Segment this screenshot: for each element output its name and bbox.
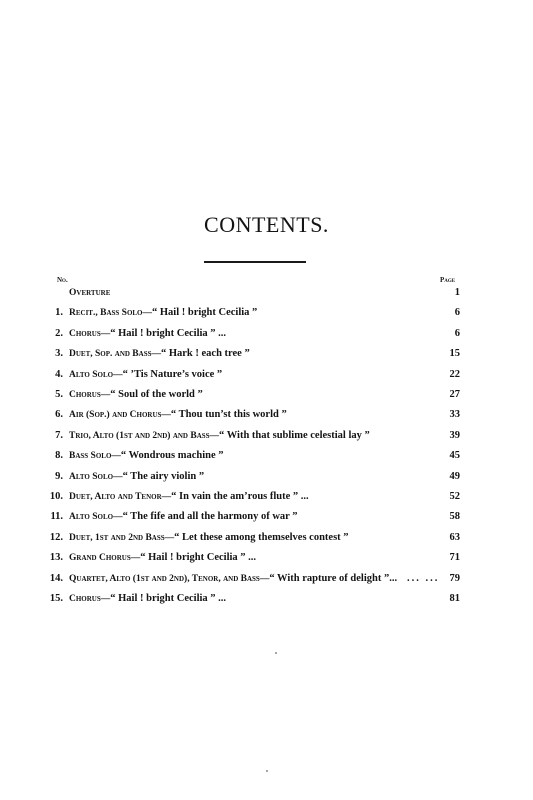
contents-entry — [0, 550, 533, 566]
contents-entry — [0, 591, 533, 607]
column-header-page: Page — [440, 276, 456, 284]
entry-number: 12. — [49, 531, 63, 543]
entry-title — [69, 428, 370, 444]
entry-page: 79 — [449, 572, 460, 584]
entry-title — [69, 591, 226, 607]
entry-number: 10. — [49, 491, 63, 502]
entry-title — [69, 387, 203, 403]
entry-title — [69, 285, 110, 301]
entry-part: Trio, Alto (1st and 2nd) and Bass— — [69, 430, 220, 441]
entry-number: 8. — [55, 450, 63, 462]
contents-entry — [0, 367, 533, 383]
entry-page: 39 — [449, 429, 460, 441]
entry-number: 13. — [49, 552, 63, 564]
paper-speck — [275, 652, 277, 654]
entry-title — [69, 407, 287, 423]
entry-title — [69, 509, 298, 525]
entry-part: Recit., Bass Solo— — [69, 308, 152, 319]
entry-number: 6. — [55, 409, 63, 421]
entry-number: 5. — [55, 389, 63, 400]
entry-part: Grand Chorus— — [69, 553, 141, 564]
entry-title — [69, 530, 349, 546]
entry-quote: “ Soul of the world ” — [110, 389, 203, 400]
contents-entry — [0, 285, 533, 301]
entry-title — [69, 571, 397, 587]
contents-entry — [0, 571, 533, 587]
entry-title — [69, 346, 250, 362]
entry-quote: “ In vain the am’rous flute ” ... — [171, 491, 309, 502]
entry-part: Quartet, Alto (1st and 2nd), Tenor, and Bass— — [69, 573, 270, 584]
entry-page: 81 — [449, 593, 460, 604]
entry-number: 2. — [55, 327, 63, 339]
entry-number: 15. — [49, 593, 63, 604]
entry-quote: “ The airy violin ” — [122, 470, 205, 482]
entry-quote: “ Hail ! bright Cecilia ” — [152, 307, 258, 319]
entry-page: 1 — [454, 287, 460, 298]
contents-entry — [0, 346, 533, 362]
entry-quote: “ Hail ! bright Cecilia ” ... — [110, 327, 227, 339]
entry-page: 58 — [449, 511, 460, 523]
entry-number: 7. — [55, 429, 63, 441]
entry-part: Chorus— — [69, 328, 111, 339]
entry-part: Alto Solo— — [69, 512, 123, 523]
entry-quote: “ Let these among themselves contest ” — [174, 531, 349, 543]
entry-page: 22 — [449, 368, 460, 380]
entry-page: 52 — [449, 491, 460, 502]
contents-entry — [0, 428, 533, 444]
entry-title — [69, 448, 224, 464]
entry-quote: “ The fife and all the harmony of war ” — [122, 511, 298, 523]
entry-page: 63 — [449, 531, 460, 543]
entry-title — [69, 489, 309, 505]
column-header-number: No. — [57, 276, 68, 284]
entry-quote: “ Hail ! bright Cecilia ” ... — [110, 593, 227, 604]
contents-title: CONTENTS. — [204, 212, 329, 237]
entry-part: Alto Solo— — [69, 471, 123, 482]
entry-number: 3. — [55, 348, 63, 360]
entry-number: 14. — [49, 572, 63, 584]
entry-number: 4. — [55, 368, 63, 380]
entry-quote: “ With rapture of delight ”... — [269, 572, 398, 584]
entry-quote: “ Thou tun’st this world ” — [170, 409, 287, 421]
entry-page: 6 — [454, 307, 460, 319]
contents-entry — [0, 387, 533, 403]
entry-quote: “ ’Tis Nature’s voice ” — [122, 368, 223, 380]
entry-page: 6 — [454, 327, 460, 339]
entry-title — [69, 367, 222, 383]
entry-quote: “ Hark ! each tree ” — [160, 348, 250, 360]
entry-part: Overture — [69, 288, 111, 298]
contents-entry — [0, 509, 533, 525]
entry-page: 33 — [449, 409, 460, 421]
paper-speck — [266, 770, 268, 772]
entry-part: Chorus— — [69, 594, 111, 604]
entry-part: Alto Solo— — [69, 369, 123, 380]
entry-number: 11. — [50, 511, 63, 523]
entry-page: 49 — [449, 470, 460, 482]
entry-title — [69, 305, 257, 321]
entry-page: 45 — [449, 450, 460, 462]
title-rule — [204, 261, 306, 263]
entry-part: Duet, 1st and 2nd Bass— — [69, 532, 175, 543]
contents-entry — [0, 407, 533, 423]
entry-part: Duet, Alto and Tenor— — [69, 492, 172, 502]
entry-quote: “ Hail ! bright Cecilia ” ... — [140, 552, 257, 564]
contents-entry — [0, 469, 533, 485]
entry-page: 27 — [449, 389, 460, 400]
entry-page: 15 — [449, 348, 460, 360]
entry-quote: “ With that sublime celestial lay ” — [219, 429, 370, 441]
entry-part: Chorus— — [69, 390, 111, 400]
entry-part: Air (Sop.) and Chorus— — [69, 410, 171, 421]
dot-leader: ... ... — [407, 572, 440, 584]
entry-part: Bass Solo— — [69, 451, 121, 462]
entry-number: 9. — [55, 470, 63, 482]
entry-title — [69, 550, 256, 566]
contents-entry — [0, 448, 533, 464]
entry-title — [69, 469, 204, 485]
entry-number: 1. — [55, 307, 63, 319]
contents-entry — [0, 530, 533, 546]
contents-entry — [0, 489, 533, 505]
contents-entry — [0, 305, 533, 321]
contents-entry — [0, 326, 533, 342]
entry-title — [69, 326, 226, 342]
entry-part: Duet, Sop. and Bass— — [69, 349, 161, 360]
entry-page: 71 — [449, 552, 460, 564]
entry-quote: “ Wondrous machine ” — [120, 450, 224, 462]
